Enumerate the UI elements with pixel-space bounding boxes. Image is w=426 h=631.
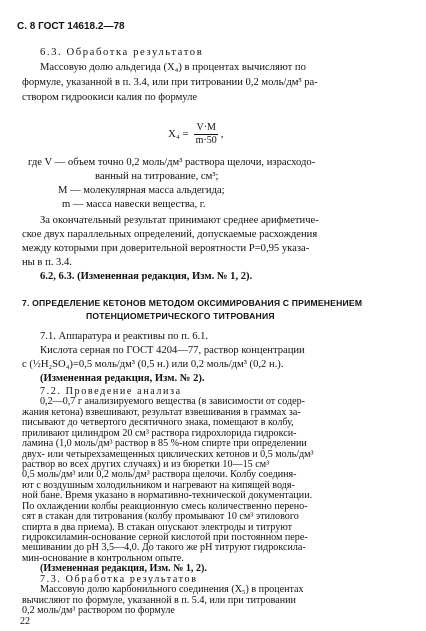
paragraph-line: По охлаждении колбы реакционную смесь количественно перено- — [22, 501, 308, 512]
definition-line: m — масса навески вещества, г. — [62, 199, 206, 210]
paragraph-line: спирта в два приема). В стакан опускают электроды и титруют — [22, 522, 293, 533]
formula-numerator: V·M — [196, 122, 216, 133]
paragraph-line: Массовую долю карбонильного соединения (X₅) в процентах — [40, 584, 304, 595]
paragraph-line: мин-основание в контрольном опыте. — [22, 553, 184, 564]
section-7-title: 7. ОПРЕДЕЛЕНИЕ КЕТОНОВ МЕТОДОМ ОКСИМИРОВАНИЯ С ПРИМЕНЕНИЕМ — [22, 298, 363, 308]
subsection-title-7-3: 7.3. Обработка результатов — [40, 574, 198, 585]
amendment-note: (Измененная редакция, Изм. № 2). — [40, 373, 205, 384]
paragraph-line: ют с воздушным холодильником и нагревают на кипящей водя- — [22, 480, 295, 491]
paragraph-line: Кислота серная по ГОСТ 4204—77, раствор концентрации — [40, 345, 305, 356]
definition-line: где V — объем точно 0,2 моль/дм³ раствора щелочи, израсходо- — [28, 157, 316, 168]
paragraph-line: За окончательный результат принимают среднее арифметиче- — [40, 215, 319, 226]
subsection-title-7-2: 7.2. Проведение анализа — [40, 386, 182, 397]
definition-line: ванный на титрование, см³; — [95, 171, 219, 182]
paragraph-line: ламина (1,0 моль/дм³ раствор в 85 %-ном спирте при определении — [22, 438, 307, 449]
paragraph-line: 0,5 моль/дм³ или 0,2 моль/дм³ раствора щелочи. Колбу соединя- — [22, 469, 297, 480]
page-header: С. 8 ГОСТ 14618.2—78 — [17, 21, 125, 32]
amendment-note: (Измененная редакция, Изм. № 1, 2). — [40, 563, 207, 574]
paragraph-line: жания кетона) взвешивают, результат взвешивания в граммах за- — [22, 407, 301, 418]
paragraph-line: вычисляют по формуле, указанной в п. 5.4, или при титровании — [22, 595, 296, 606]
formula-tail: , — [220, 128, 224, 141]
paragraph-line: ной бане. Время указано в нормативно-технической документации. — [22, 490, 313, 501]
subsection-title-6-3: 6.3. Обработка результатов — [40, 47, 204, 58]
paragraph-line: формуле, указанной в п. 3.4, или при титровании 0,2 моль/дм³ ра- — [22, 77, 318, 88]
paragraph-line: 0,2—0,7 г анализируемого вещества (в зависимости от содер- — [40, 396, 305, 407]
paragraph-line: c (½H₂SO₄)=0,5 моль/дм³ (0,5 н.) или 0,2 моль/дм³ (0,2 н.). — [22, 359, 284, 370]
paragraph-line: Массовую долю альдегида (X₄) в процентах вычисляют по — [40, 62, 306, 73]
paragraph-line: между которыми при доверительной вероятности P=0,95 указа- — [22, 243, 310, 254]
paragraph-line: 7.1. Аппаратура и реактивы по п. 6.1. — [40, 331, 209, 342]
section-7-title-cont: ПОТЕНЦИОМЕТРИЧЕСКОГО ТИТРОВАНИЯ — [86, 311, 275, 321]
paragraph-line: створом гидроокиси калия по формуле — [22, 92, 198, 103]
paragraph-line: мешивании до pH 3,5—4,0. До такого же pH титруют гидроксила- — [22, 542, 306, 553]
formula-fraction — [194, 122, 217, 147]
paragraph-line: 0,2 моль/дм³ раствором по формуле — [22, 605, 175, 616]
paragraph-line: раствор во всех других случаях) и из бюретки 10—15 см³ — [22, 459, 270, 470]
formula-x4 — [168, 122, 223, 147]
paragraph-line: двух- или четырехзамещенных циклических кетонов и 0,5 моль/дм³ — [22, 449, 314, 460]
paragraph-line: гидроксиламин-основание серной кислотой при постоянном пере- — [22, 532, 308, 543]
paragraph-line: ское двух параллельных определений, допускаемые расхождения — [22, 229, 318, 240]
formula-denominator: m·50 — [195, 135, 217, 146]
amendment-note: 6.2, 6.3. (Измененная редакция, Изм. № 1, 2). — [40, 271, 253, 282]
paragraph-line: ны в п. 3.4. — [22, 257, 72, 268]
formula-lhs: X₄ = — [168, 128, 189, 141]
paragraph-line: писывают до четвертого десятичного знака, помещают в колбу, — [22, 417, 294, 428]
page-number: 22 — [20, 616, 30, 627]
definition-line: M — молекулярная масса альдегида; — [58, 185, 225, 196]
paragraph-line: приливают цилиндром 20 см³ раствора гидрохлорида гидрокси- — [22, 428, 297, 439]
paragraph-line: сят в стакан для титрования (колбу промывают 10 см³ этилового — [22, 511, 299, 522]
